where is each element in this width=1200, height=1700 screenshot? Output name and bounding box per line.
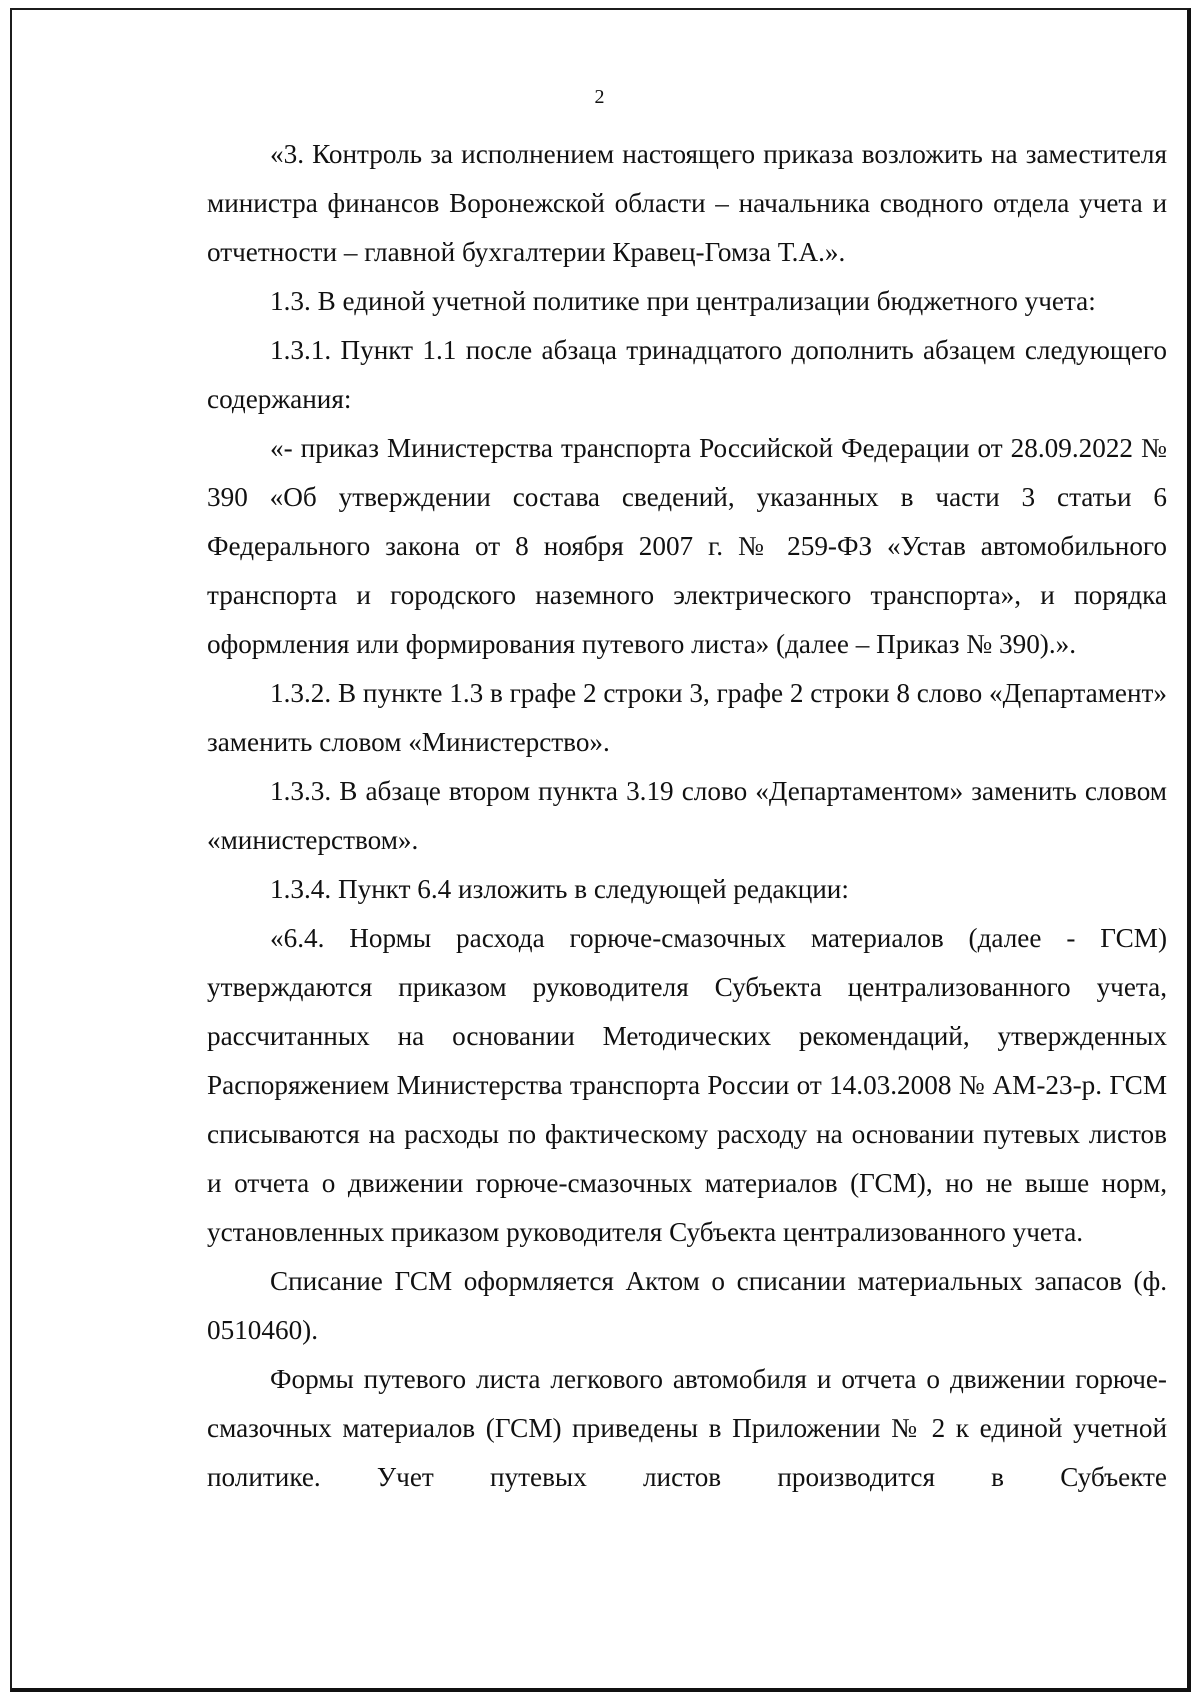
paragraph-order-390: «- приказ Министерства транспорта Российской Федерации от 28.09.2022 № 390 «Об утверждении состава сведений, указанных в части 3 статьи 6 Федерального закона от 8 ноября 2007 г. № 259-ФЗ «Устав автомобильного транспорта и городского наземного электрического транспорта», и порядка оформления или формирования путевого листа» (далее – Приказ № 390).». [207, 433, 1167, 659]
paragraph-control-clause: «3. Контроль за исполнением настоящего приказа возложить на заместителя министра финансов Воронежской области – начальника сводного отдела учета и отчетности – главной бухгалтерии Кравец-Гомза Т.А.». [207, 139, 1167, 267]
paragraph-1-3-2: 1.3.2. В пункте 1.3 в графе 2 строки 3, графе 2 строки 8 слово «Департамент» заменить словом «Министерство». [207, 678, 1167, 757]
document-page [10, 8, 1191, 1692]
paragraph-6-4: «6.4. Нормы расхода горюче-смазочных материалов (далее - ГСМ) утверждаются приказом руководителя Субъекта централизованного учета, рассчитанных на основании Методических рекомендаций, утвержденных Распоряжением Министерства транспорта России от 14.03.2008 № АМ-23-р. ГСМ списываются на расходы по фактическому расходу на основании путевых листов и отчета о движении горюче-смазочных материалов (ГСМ), но не выше норм, установленных приказом руководителя Субъекта централизованного учета. [207, 923, 1167, 1247]
paragraph-1-3-4: 1.3.4. Пункт 6.4 изложить в следующей редакции: [270, 874, 849, 904]
paragraph-1-3-3: 1.3.3. В абзаце втором пункта 3.19 слово «Департаментом» заменить словом «министерством». [207, 776, 1167, 855]
page-number: 2 [594, 86, 605, 108]
paragraph-1-3: 1.3. В единой учетной политике при централизации бюджетного учета: [270, 286, 1096, 316]
paragraph-1-3-1: 1.3.1. Пункт 1.1 после абзаца тринадцатого дополнить абзацем следующего содержания: [207, 335, 1167, 414]
paragraph-waybill-forms: Формы путевого листа легкового автомобиля и отчета о движении горюче-смазочных материалов (ГСМ) приведены в Приложении № 2 к единой учетной политике. Учет путевых листов производится в Субъекте [207, 1364, 1167, 1492]
paragraph-writeoff: Списание ГСМ оформляется Актом о списании материальных запасов (ф. 0510460). [207, 1266, 1167, 1345]
document-body [207, 130, 1167, 1502]
